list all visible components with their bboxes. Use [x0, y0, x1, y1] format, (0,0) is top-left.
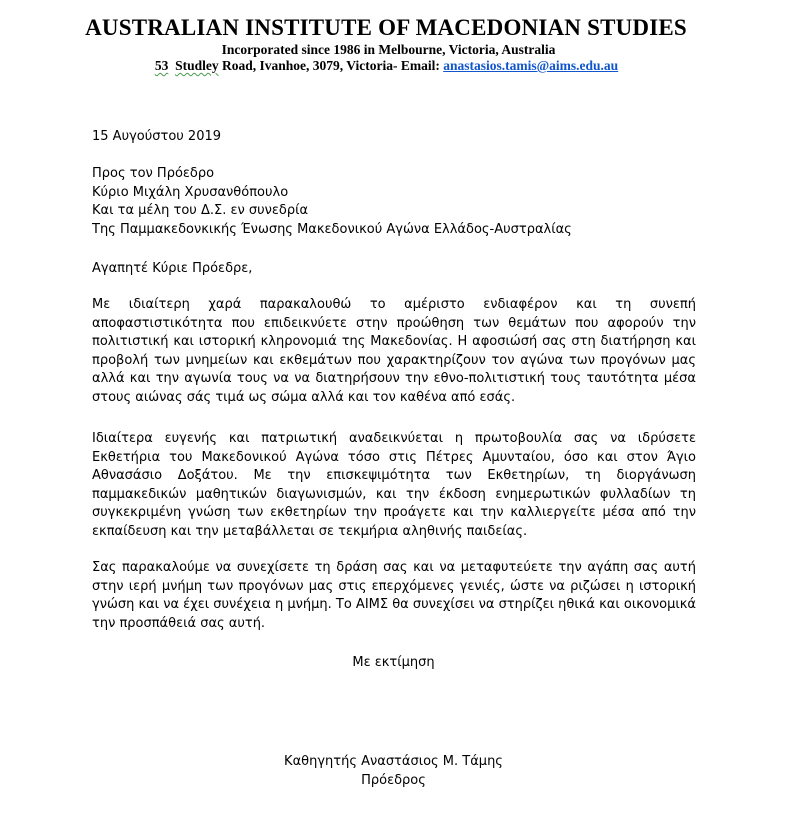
closing: Με εκτίμηση [352, 655, 435, 670]
greeting: Αγαπητέ Κύριε Πρόεδρε, [92, 261, 253, 276]
recipient-line: Κύριο Μιχάλη Χρυσανθόπουλο [92, 184, 289, 200]
institute-title: AUSTRALIAN INSTITUTE OF MACEDONIAN STUDIES [85, 15, 687, 40]
signature-block [0, 752, 787, 790]
signature-name: Καθηγητής Αναστάσιος Μ. Τάμης [284, 754, 503, 769]
signature-title: Πρόεδρος [361, 773, 426, 788]
letterhead [0, 14, 787, 74]
recipients-block [92, 165, 696, 239]
email-link[interactable]: anastasios.tamis@aims.edu.au [443, 58, 619, 73]
body-paragraph-2: Ιδιαίτερα ευγενής και πατριωτική αναδεικνύεται η πρωτοβουλία σας να ιδρύσετε Εκθετήρια του Μακεδονικού Αγώνα τόσο στις Πέτρες Αμυνταίου, όσο και στον Άγιο Αθνασάσιο Δοξάτου. Με την επισκεψιμότητα των Εκθετηρίων, τη διοργάνωση παμμακεδικών μαθητικών διαγωνισμών, και την έκδοση ενημερωτικών φυλλαδίων τη συγκεκριμένη γνώση των εκθετηρίων την προάγετε και την καλλιεργείτε μέσα από την εκπαίδευση και την μεταβάλλεται σε τεκμήρια αληθινής παιδείας. [92, 431, 696, 539]
body-paragraph-1: Με ιδιαίτερη χαρά παρακαλουθώ το αμέριστο ενδιαφέρον και τη συνεπή αποφαστιστικότητα που επιδεικνύετε στην προώθηση των θεμάτων που αφορούν την πολιτιστική και ιστορική κληρονομιά της Μακεδονίας. Η αφοσιώσή σας στη διατήρηση και προβολή των μνημείων και εκθεμάτων που χαρακτηρίζουν τον αγώνα των προγόνων μας αλλά και την αγωνία τους να να διατηρήσουν την εθνο-πολιτιστική τους ταυτότητα μέσα στους αιώνας σάς τιμά ως σώμα αλλά και τον καθένα από εσάς. [92, 297, 696, 405]
body-paragraph-3: Σας παρακαλούμε να συνεχίσετε τη δράση σας και να μεταφυτεύετε την αγάπη σας αυτή στην ιερή μνήμη των προγόνων μας στις επερχόμενες γενιές, ώστε να ριζώσει η ιστορική γνώση και να έχει συνέχεια η μνήμη. Το ΑΙΜΣ θα συνεχίσει να στηρίζει ηθικά και οικονομικά την προσπάθειά σας αυτή. [92, 560, 696, 631]
letter-date: 15 Αυγούστου 2019 [92, 129, 222, 144]
recipient-line: Και τα μέλη του Δ.Σ. εν συνεδρία [92, 203, 309, 218]
recipient-line: Προς τον Πρόεδρο [92, 166, 215, 181]
address-number: 53 [154, 58, 169, 73]
address-street: Studley [175, 58, 219, 73]
institute-address [0, 57, 787, 74]
institute-subtitle: Incorporated since 1986 in Melbourne, Victoria, Australia [221, 42, 556, 57]
address-rest: Road, Ivanhoe, 3079, Victoria- Email: [218, 58, 444, 73]
recipient-line: Της Παμμακεδονκικής Ένωσης Μακεδονικού Αγώνα Ελλάδος-Αυστραλίας [92, 221, 572, 237]
